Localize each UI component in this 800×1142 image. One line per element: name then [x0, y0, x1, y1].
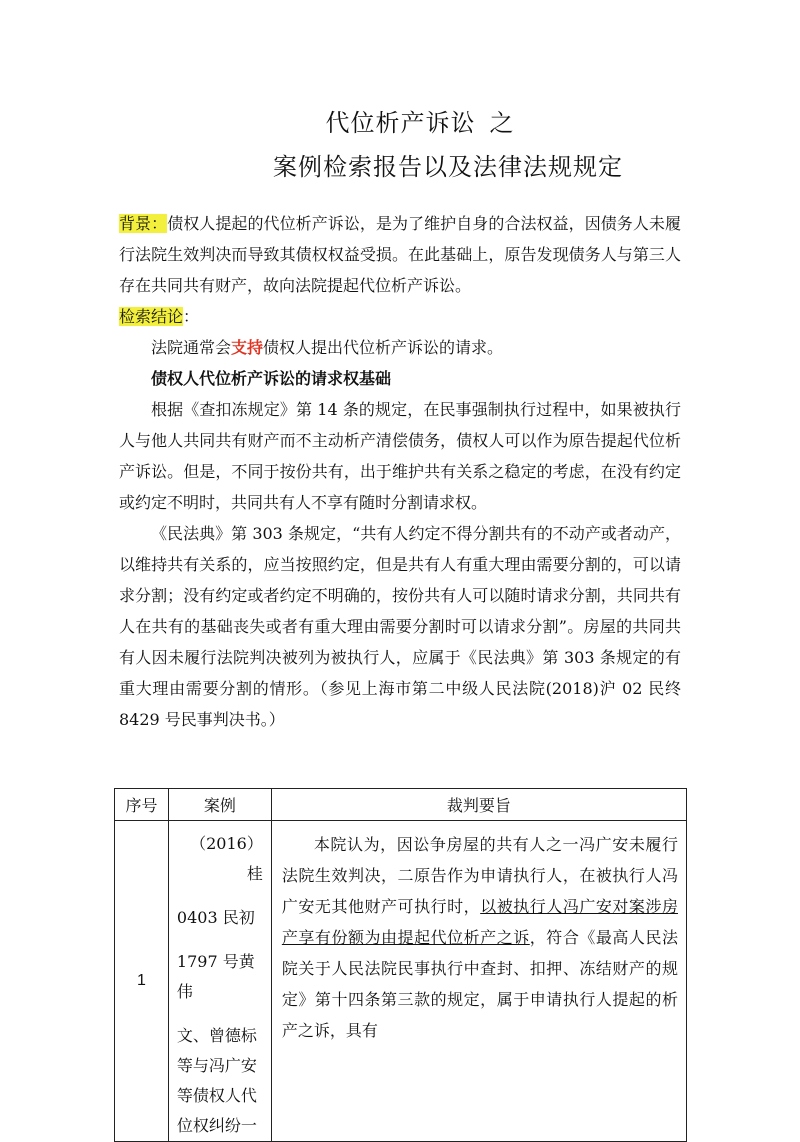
title-suffix: 之	[489, 109, 515, 137]
row-number: 1	[115, 821, 169, 1142]
header-number: 序号	[115, 789, 169, 821]
document-title-line2: 案例检索报告以及法律法规规定	[273, 153, 623, 181]
ruling-text-underlined: 以被执行人冯广安对案涉房产享有份额为由提起代位析产之诉	[281, 897, 678, 947]
background-paragraph	[119, 208, 681, 301]
header-case: 案例	[168, 789, 271, 821]
case-line: 0403 民初	[176, 908, 255, 927]
basis-paragraph-1: 根据《查扣冻规定》第 14 条的规定，在民事强制执行过程中，如果被执行人与他人共同共有财产而不主动析产清偿债务，债权人可以作为原告提起代位析产诉讼。但是，不同于按份共有，出于维护共有关系之稳定的考虑，在没有约定或约定不明时，共同共有人不享有随时分割请求权。	[119, 400, 681, 512]
ruling-text-post: ，符合《最高人民法院关于人民法院民事执行中查封、扣押、冻结财产的规定》第十四条第三款的规定，属于申请执行人提起的析产之诉，具有	[281, 928, 678, 1040]
support-sentence	[119, 332, 681, 363]
case-table	[114, 788, 687, 1142]
conclusion-label-colon: ：	[183, 307, 200, 326]
background-text: 债权人提起的代位析产诉讼，是为了维护自身的合法权益，因债务人未履行法院生效判决而导致其债权权益受损。在此基础上，原告发现债务人与第三人存在共同共有财产，故向法院提起代位析产诉讼。	[119, 214, 681, 295]
basis-paragraph-2: 《民法典》第 303 条规定，“共有人约定不得分割共有的不动产或者动产，以维持共有关系的，应当按照约定，但是共有人有重大理由需要分割的，可以请求分割；没有约定或者约定不明确的，按份共有人可以随时请求分割，共同共有人在共有的基础丧失或者有重大理由需要分割时可以请求分割”。房屋的共同共有人因未履行法院判决被列为被执行人，应属于《民法典》第 303 条规定的有重大理由需要分割的情形。（参见上海市第二中级人民法院(2018)沪 02 民终 8429 号民事判决书。）	[119, 524, 681, 729]
header-ruling: 裁判要旨	[271, 789, 686, 821]
support-word: 支持	[231, 338, 264, 357]
conclusion-label: 检索结论	[119, 307, 184, 326]
basis-heading: 债权人代位析产诉讼的请求权基础	[151, 369, 392, 388]
background-label: 背景：	[119, 214, 168, 233]
title-main: 代位析产诉讼	[325, 109, 476, 137]
conclusion-label-line	[119, 301, 681, 332]
support-prefix: 法院通常会	[151, 338, 232, 357]
support-suffix: 债权人提出代位析产诉讼的请求。	[263, 338, 504, 357]
table-row	[115, 821, 687, 1142]
case-line: 文、曾德标	[176, 1026, 257, 1045]
case-line: 1797 号黄伟	[176, 952, 255, 1001]
case-line: 等与冯广安	[176, 1056, 257, 1075]
table-header-row	[115, 789, 687, 821]
document-body	[119, 208, 681, 735]
ruling-text-pre: 本院认为，因讼争房屋的共有人之一冯广安未履行法院生效判决，二原告作为申请执行人，在被执行人冯广安无其他财产可执行时，	[281, 835, 678, 916]
row-ruling	[271, 821, 686, 1142]
case-line: 等债权人代	[176, 1086, 257, 1105]
case-line: （2016）桂	[190, 834, 263, 883]
case-line: 位权纠纷一	[176, 1116, 257, 1135]
document-title-line1	[0, 103, 800, 138]
row-case	[168, 821, 271, 1142]
